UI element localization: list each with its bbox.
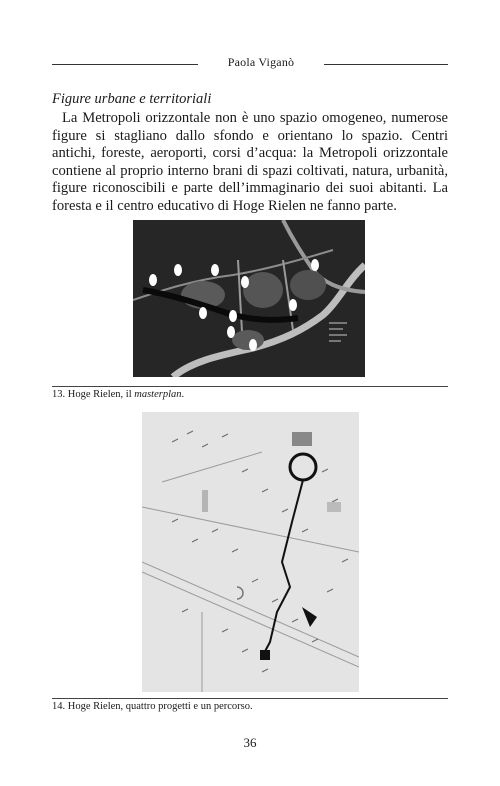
header-author: Paola Viganò — [227, 55, 295, 69]
figure-14-plan — [142, 412, 359, 692]
caption-rule-14 — [52, 698, 448, 699]
header-rule-left — [52, 64, 198, 65]
caption-rule-13 — [52, 386, 448, 387]
caption-13-suffix: . — [181, 389, 185, 400]
page-number: 36 — [243, 735, 257, 750]
figure-13-caption — [52, 389, 184, 400]
caption-13-italic: masterplan — [134, 389, 182, 400]
body-paragraph: La Metropoli orizzontale non è uno spazio omogeneo, numerose figure si stagliano dallo sfondo e orientano lo spazio. Centri antichi, foreste, aeroporti, corsi d’acqua: la Metropoli orizzontale contiene al proprio interno brani di spazi coltivati, natura, urbanità, figure riconoscibili e parte dell’immaginario dei suoi abitanti. La foresta e il centro educativo di Hoge Rielen ne fanno parte. — [52, 110, 448, 214]
figure-13-masterplan — [133, 220, 365, 377]
running-head — [52, 52, 448, 72]
masterplan-map — [133, 220, 365, 377]
section-title: Figure urbane e territoriali — [52, 91, 212, 107]
caption-13-text: 13. Hoge Rielen, il — [52, 389, 135, 400]
figure-14-caption: 14. Hoge Rielen, quattro progetti e un percorso. — [52, 701, 253, 712]
header-rule-right — [324, 64, 448, 65]
plan-drawing — [142, 412, 359, 692]
